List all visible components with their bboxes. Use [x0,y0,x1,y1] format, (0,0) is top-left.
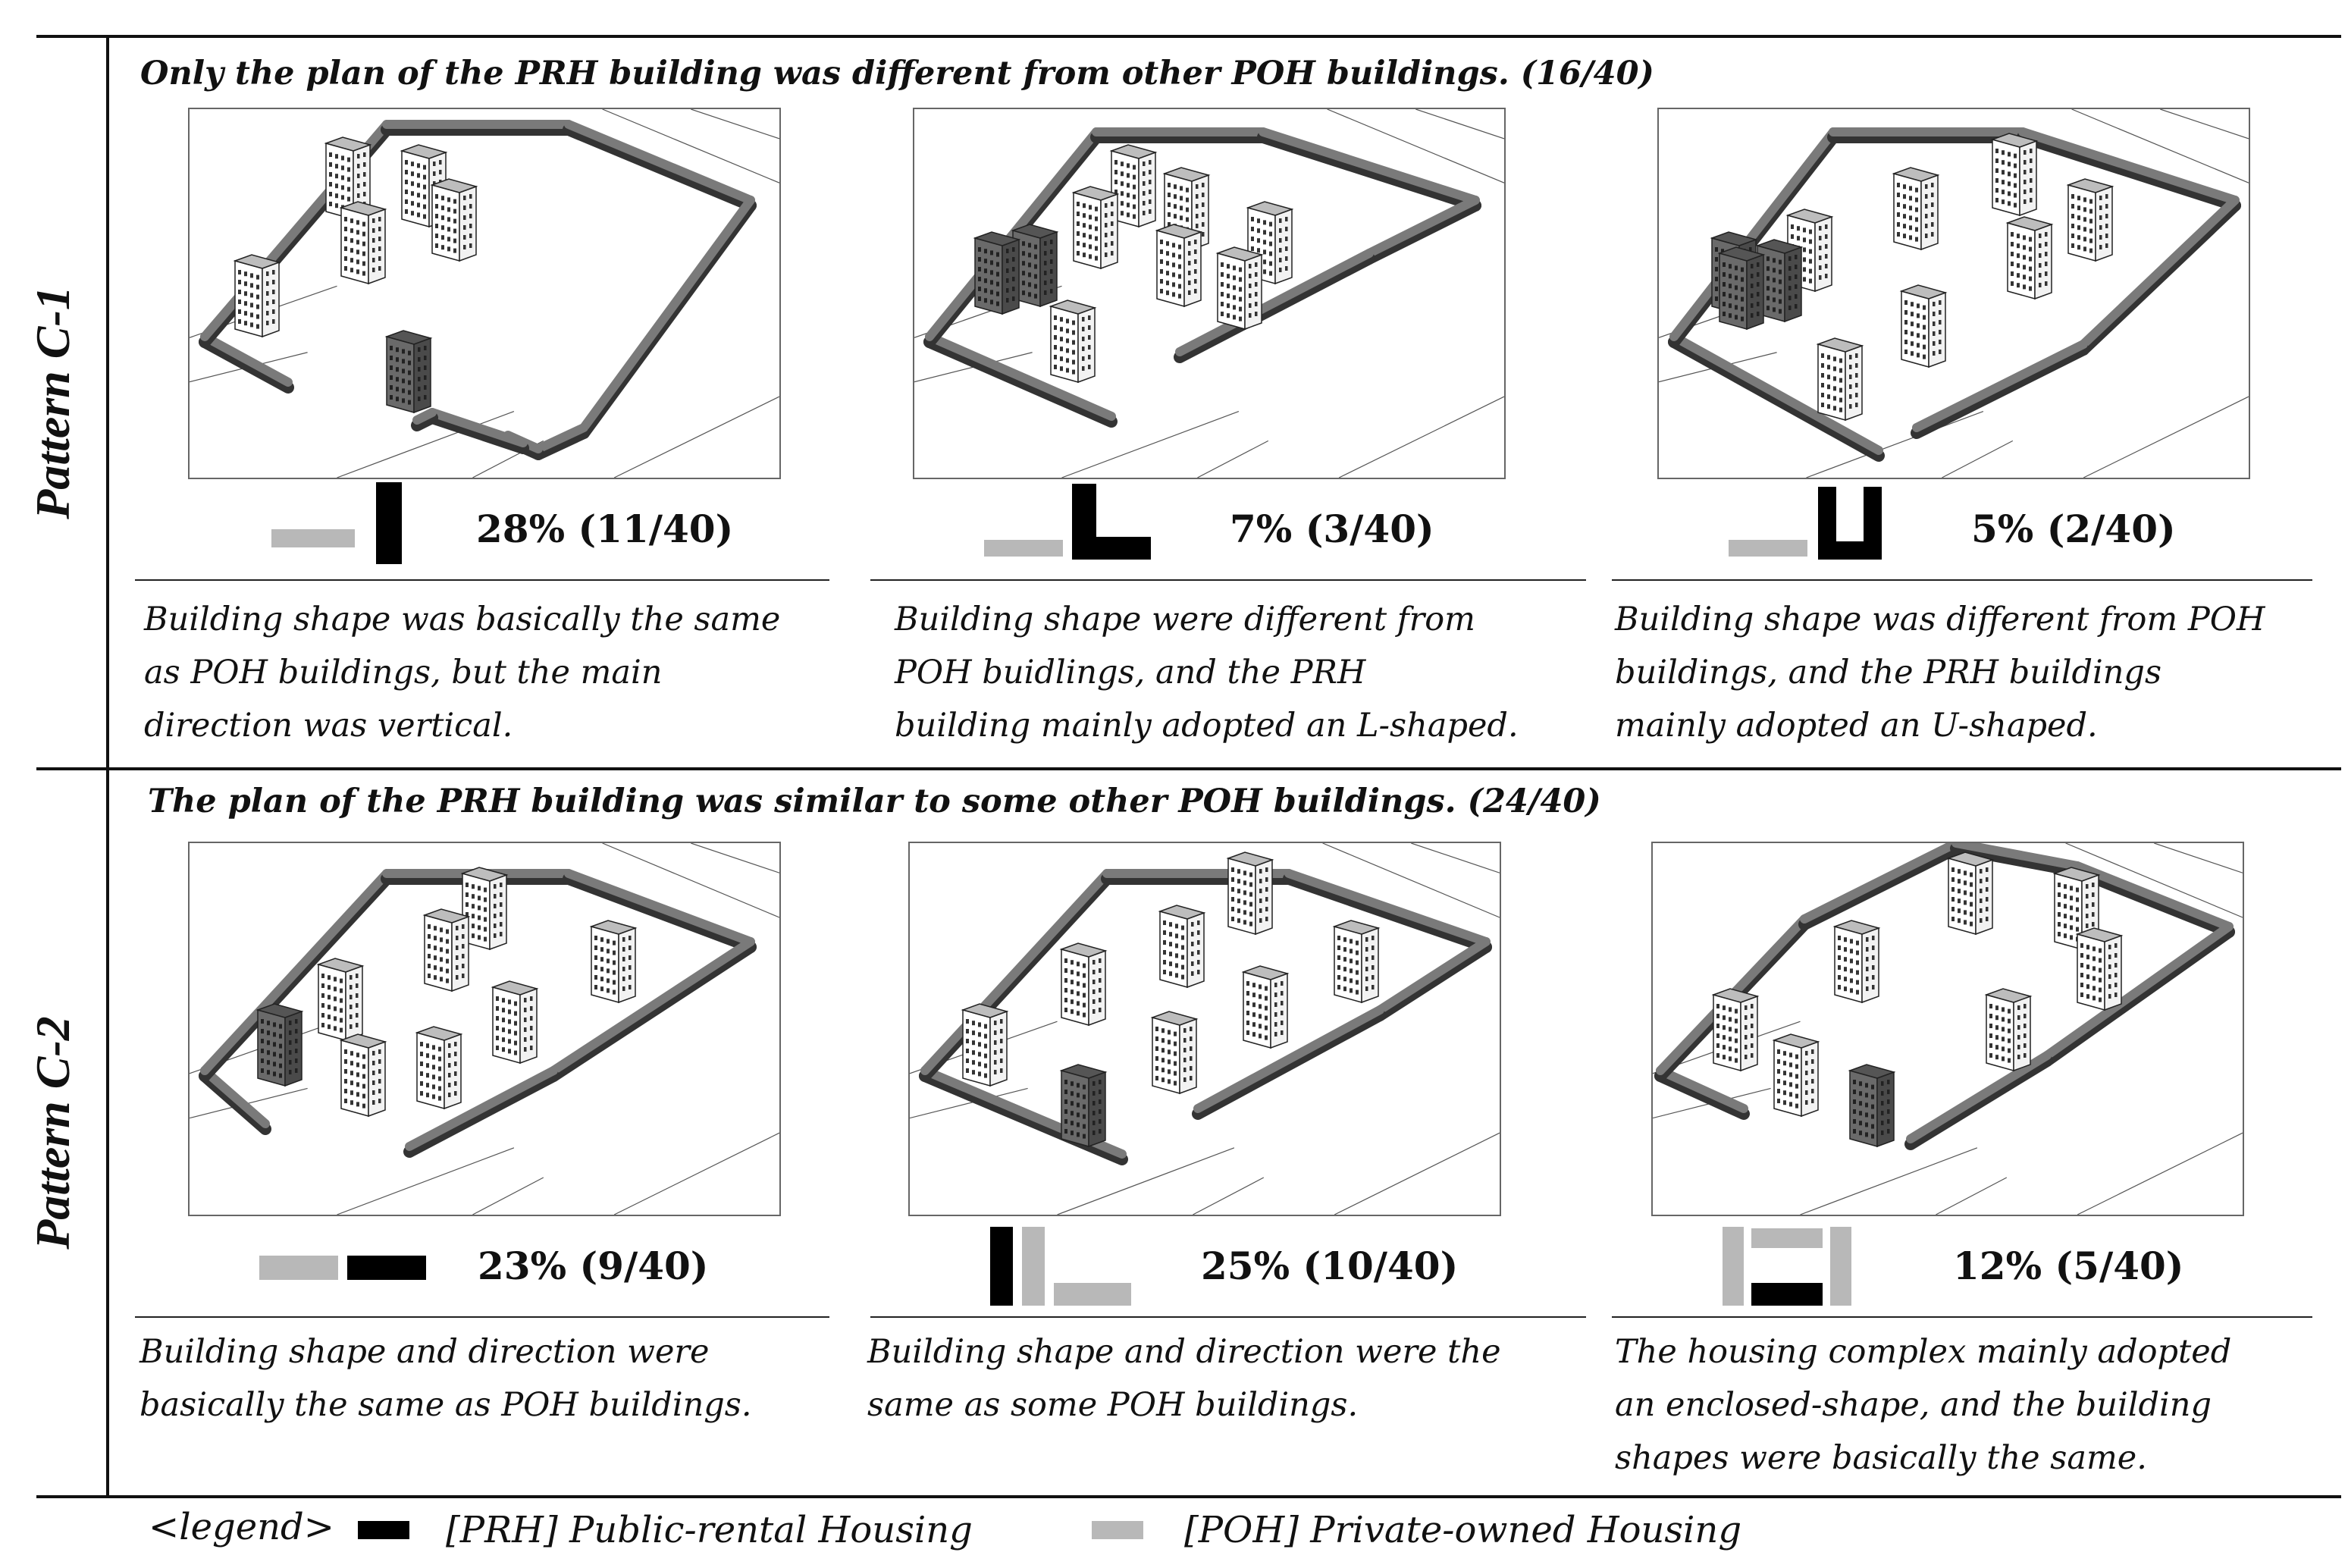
percent-c1-1: 28% (11/40) [476,506,734,551]
legend-label: <legend> [149,1506,334,1548]
description-c1-1: Building shape was basically the same as POH buildings, but the main direction was vertical. [144,601,781,745]
poh-building [318,958,362,1040]
poh-building [1334,920,1378,1002]
legend-prh-swatch [358,1521,409,1539]
description-c2-3: The housing complex mainly adopted an enclosed-shape, and the building shapes were basically the same. [1615,1333,2232,1477]
description-c2-2: Building shape and direction were the same as some POH buildings. [867,1333,1501,1424]
percent-c2-2: 25% (10/40) [1201,1243,1459,1288]
divider [870,1316,1586,1318]
poh-building [1774,1034,1818,1116]
poh-block [1054,1283,1131,1306]
percent-c2-3: 12% (5/40) [1953,1243,2184,1288]
poh-block [1723,1227,1744,1306]
poh-building [2008,217,2052,299]
legend-poh-swatch [1092,1521,1143,1539]
divider [1612,1316,2312,1318]
prh-building [1850,1065,1894,1146]
percent-c1-2: 7% (3/40) [1230,506,1434,551]
poh-building [432,179,476,261]
divider [1612,579,2312,581]
top-rule [36,35,2341,38]
poh-block [984,540,1063,557]
prh-block [1751,1283,1823,1306]
poh-block [1729,540,1807,557]
poh-building [417,1027,461,1109]
middle-rule [36,767,2341,770]
poh-building [1992,133,2036,215]
diagram-panel-c1-2 [913,108,1506,479]
percent-c2-1: 23% (9/40) [478,1243,709,1288]
poh-block [1022,1227,1045,1306]
poh-building [1152,1011,1196,1093]
poh-building [2068,179,2112,261]
site-diagram [1653,843,2243,1215]
poh-building [1894,168,1938,249]
poh-building [1818,338,1862,420]
prh-block [376,482,402,564]
poh-block [259,1256,338,1280]
poh-building [425,909,469,991]
percent-c1-3: 5% (2/40) [1971,506,2176,551]
description-c1-3: Building shape was different from POH buildings, and the PRH buildings mainly adopted an U-shaped. [1615,601,2265,745]
poh-block [1751,1228,1823,1248]
divider [870,579,1586,581]
poh-building [235,255,279,337]
poh-building [341,202,385,284]
diagram-panel-c1-3 [1657,108,2250,479]
prh-building [387,331,431,412]
prh-building [975,232,1019,314]
pattern-c1-text: Pattern C-1 [26,286,80,519]
prh-building [1719,247,1763,329]
prh-block [990,1227,1013,1306]
poh-building [1835,920,1879,1002]
prh-block [1072,537,1151,560]
description-c2-1: Building shape and direction were basically the same as POH buildings. [140,1333,752,1424]
prh-block [347,1256,426,1280]
poh-building [1218,247,1262,329]
site-diagram [190,109,779,478]
vertical-rule [106,35,109,1498]
legend-poh-text: [POH] Private-owned Housing [1184,1509,1742,1551]
poh-building [1160,905,1204,987]
description-c1-2: Building shape were different from POH buidlings, and the PRH building mainly adopted an L-shaped. [895,601,1519,745]
poh-building [1901,285,1945,367]
poh-building [1157,224,1201,306]
site-diagram [190,843,779,1215]
poh-building [1051,300,1095,382]
site-diagram [910,843,1500,1215]
pattern-label-c1 [0,38,106,767]
poh-building [493,981,537,1063]
bottom-rule [36,1495,2341,1498]
diagram-panel-c2-3 [1651,842,2244,1216]
poh-building [1061,943,1105,1025]
poh-building [2077,928,2121,1010]
poh-building [1713,989,1757,1071]
diagram-panel-c1-1 [188,108,781,479]
prh-block [1818,541,1882,560]
poh-building [963,1004,1007,1086]
prh-building [1061,1065,1105,1146]
pattern-label-c2 [0,770,106,1495]
pattern-c2-text: Pattern C-2 [26,1016,80,1250]
poh-building [1948,852,1992,934]
diagram-panel-c2-2 [908,842,1501,1216]
legend-prh-text: [PRH] Public-rental Housing [446,1509,973,1551]
divider [135,1316,829,1318]
site-diagram [1659,109,2249,478]
poh-building [591,920,635,1002]
site-diagram [914,109,1504,478]
poh-block [1830,1227,1851,1306]
poh-building [1243,966,1287,1048]
divider [135,579,829,581]
row1-heading: Only the plan of the PRH building was different from other POH buildings. (16/40) [140,55,1654,93]
poh-building [1228,852,1272,934]
poh-building [1986,989,2030,1071]
poh-building [1074,187,1118,268]
poh-building [341,1034,385,1116]
diagram-panel-c2-1 [188,842,781,1216]
poh-block [271,529,355,547]
row2-heading: The plan of the PRH building was similar to some other POH buildings. (24/40) [148,782,1601,820]
prh-building [258,1004,302,1086]
